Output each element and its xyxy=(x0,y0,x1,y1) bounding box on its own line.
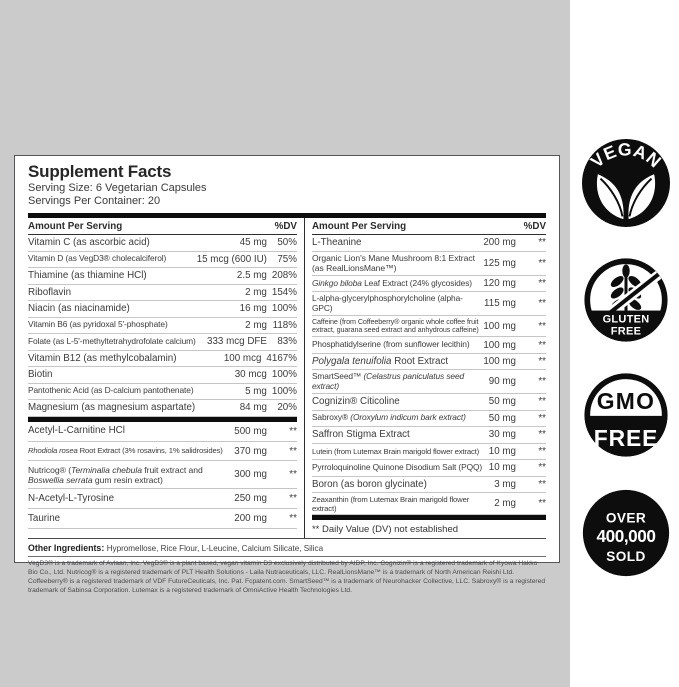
ingredient-dv: ** xyxy=(538,462,546,474)
ingredient-name: Folate (as L-5'-methyltetrahydrofolate calcium) xyxy=(28,335,196,346)
serving-size: Serving Size: 6 Vegetarian Capsules xyxy=(28,181,207,194)
ingredient-amount: 10 mg xyxy=(488,462,516,474)
ingredient-dv: 154% xyxy=(271,286,297,298)
table-row xyxy=(28,422,297,442)
ingredient-amount: 2 mg xyxy=(245,319,267,331)
ingredient-amount: 100 mg xyxy=(483,356,516,367)
ingredient-dv: ** xyxy=(538,429,546,441)
ingredient-amount: 115 mg xyxy=(484,298,516,310)
ingredient-dv: 118% xyxy=(272,319,297,331)
table-row xyxy=(312,394,546,411)
ingredient-amount: 3 mg xyxy=(494,478,516,490)
gluten-free-icon xyxy=(582,256,670,344)
table-row xyxy=(28,235,297,252)
table-row xyxy=(28,318,297,335)
ingredient-name: Riboflavin xyxy=(28,286,72,298)
ingredient-amount: 2.5 mg xyxy=(236,270,267,282)
ingredient-name: Organic Lion's Mane Mushroom 8:1 Extract (as RealLionsMane™) xyxy=(311,253,475,274)
ingredient-amount: 500 mg xyxy=(234,425,267,437)
dv-header: %DV xyxy=(523,221,546,233)
ingredient-amount: 2 mg xyxy=(245,286,267,298)
trademark-fine-print: VegD3® is a trademark of Avlaan, Inc. VegD3® is a plant based, vegan vitamin D3 exclusively distributed by AIDP, Inc. Cognizin® is a registered trademark of Kyowa Hakko Bio Co., Ltd. Nutricog® is a registered trademark of PLT Health Solutions - Laila Nutraceuticals, LLC. RealLionsMane™ is a trademark of North American Reishi Ltd. Coffeeberry® is a registered trademark of VDF FutureCeuticals, Inc. Pat. Fcpatent.com. SmartSeed™ is a trademark of Neurohacker Collective, LLC. Sabroxy® is a registered trademark of Sabinsa Corporation. Lutemax is a registered trademark of OmniActive Health Technologies Ltd. xyxy=(28,560,546,594)
table-row xyxy=(28,301,297,318)
left-rows xyxy=(28,235,297,417)
ingredient-amount: 370 mg xyxy=(234,445,267,457)
ingredient-columns xyxy=(28,218,546,539)
ingredient-amount: 90 mg xyxy=(488,376,516,388)
ingredient-dv: ** xyxy=(289,425,297,437)
sold-line1: OVER xyxy=(605,510,647,526)
gluten-free-badge xyxy=(582,256,670,344)
ingredient-dv: 100% xyxy=(271,385,297,397)
table-row xyxy=(312,444,546,461)
ingredient-dv: ** xyxy=(289,469,297,481)
ingredient-dv: 83% xyxy=(277,336,297,348)
ingredient-name: Taurine xyxy=(28,512,61,524)
sold-line3: SOLD xyxy=(606,549,646,565)
ingredient-name: N-Acetyl-L-Tyrosine xyxy=(28,492,115,504)
table-row xyxy=(312,337,546,354)
ingredient-amount: 300 mg xyxy=(234,469,267,481)
ingredient-dv: 208% xyxy=(271,270,297,282)
ingredient-amount: 333 mcg DFE xyxy=(207,336,267,348)
ingredient-dv: ** xyxy=(538,320,546,332)
ingredient-dv: 20% xyxy=(277,402,297,414)
table-row xyxy=(28,351,297,368)
table-row xyxy=(28,461,297,489)
table-row xyxy=(28,252,297,269)
ingredient-amount: 15 mcg (600 IU) xyxy=(196,253,267,265)
ingredient-name: Rhodiola rosea Root Extract (3% rosavins, 1% salidrosides) xyxy=(28,446,223,456)
amount-per-serving-header: Amount Per Serving xyxy=(311,221,407,233)
ingredient-dv: ** xyxy=(538,376,546,388)
ingredient-dv: ** xyxy=(538,298,546,310)
gluten-free-line2: FREE xyxy=(610,325,642,338)
ingredient-amount: 84 mg xyxy=(239,402,267,414)
ingredient-amount: 5 mg xyxy=(245,385,267,397)
gmo-free-line2: FREE xyxy=(593,424,659,451)
table-row xyxy=(28,367,297,384)
table-row xyxy=(28,285,297,302)
ingredient-dv: 75% xyxy=(277,253,297,265)
supplement-facts-title: Supplement Facts xyxy=(28,162,172,181)
table-row xyxy=(28,268,297,285)
ingredient-amount: 30 mcg xyxy=(234,369,267,381)
right-column-header xyxy=(312,218,546,235)
left-extra-rows xyxy=(28,422,297,529)
ingredient-amount: 50 mg xyxy=(488,396,516,408)
ingredient-amount: 2 mg xyxy=(494,498,516,510)
table-row xyxy=(312,411,546,428)
ingredient-dv: ** xyxy=(538,478,546,490)
amount-per-serving-header: Amount Per Serving xyxy=(28,221,123,233)
ingredient-dv: ** xyxy=(538,445,546,457)
ingredient-dv: ** xyxy=(538,257,546,269)
sold-badge-icon xyxy=(582,489,670,577)
left-column-header xyxy=(28,218,297,235)
table-row xyxy=(312,235,546,252)
left-column xyxy=(28,218,304,538)
ingredient-name: Vitamin D (as VegD3® cholecalciferol) xyxy=(28,253,167,264)
table-row xyxy=(28,442,297,462)
ingredient-name: Niacin (as niacinamide) xyxy=(28,303,130,315)
table-row xyxy=(312,316,546,337)
ingredient-dv: 100% xyxy=(271,369,297,381)
gmo-free-icon xyxy=(582,371,670,459)
right-rows xyxy=(312,235,546,515)
over-400000-sold-badge xyxy=(582,489,670,577)
ingredient-amount: 16 mg xyxy=(239,303,267,315)
ingredient-name: Phosphatidylserine (from sunflower lecithin) xyxy=(311,339,470,350)
ingredient-amount: 200 mg xyxy=(483,237,516,249)
badge-strip xyxy=(570,0,679,687)
ingredient-dv: ** xyxy=(289,445,297,457)
gmo-free-line1: GMO xyxy=(596,387,656,414)
ingredient-dv: ** xyxy=(289,512,297,524)
ingredient-dv: ** xyxy=(538,356,546,367)
table-row xyxy=(312,427,546,444)
ingredient-name: Ginkgo biloba Leaf Extract (24% glycosides) xyxy=(311,277,472,288)
ingredient-name: Caffeine (from Coffeeberry® organic whole coffee fruit extract, guarana seed extract and anhydrous caffeine) xyxy=(311,316,479,335)
ingredient-amount: 45 mg xyxy=(239,237,267,249)
ingredient-name: Boron (as boron glycinate) xyxy=(311,478,427,490)
ingredient-amount: 120 mg xyxy=(483,278,516,290)
dv-header: %DV xyxy=(274,221,297,233)
gluten-free-line1: GLUTEN xyxy=(602,313,650,326)
ingredient-dv: ** xyxy=(538,396,546,408)
ingredient-name: Acetyl-L-Carnitine HCl xyxy=(28,425,125,437)
ingredient-amount: 10 mg xyxy=(488,445,516,457)
ingredient-name: Nutricog® (Terminalia chebula fruit extract and Boswellia serrata gum resin extract) xyxy=(28,464,203,485)
ingredient-name: Vitamin C (as ascorbic acid) xyxy=(28,237,150,249)
ingredient-dv: ** xyxy=(538,412,546,424)
right-column xyxy=(304,218,546,538)
ingredient-name: Thiamine (as thiamine HCl) xyxy=(28,270,147,282)
ingredient-dv: ** xyxy=(538,498,546,510)
table-row xyxy=(312,493,546,515)
table-row xyxy=(28,334,297,351)
ingredient-amount: 50 mg xyxy=(488,412,516,424)
ingredient-dv: 50% xyxy=(277,237,297,249)
table-row xyxy=(28,400,297,417)
supplement-facts-panel xyxy=(14,155,560,594)
ingredient-name: L-alpha-glycerylphosphorylcholine (alpha-GPC) xyxy=(311,292,463,313)
ingredient-amount: 100 mg xyxy=(483,320,516,332)
daily-value-footnote: ** Daily Value (DV) not established xyxy=(311,524,459,536)
servings-per-container: Servings Per Container: 20 xyxy=(28,195,161,208)
ingredient-dv: ** xyxy=(538,278,546,290)
table-row xyxy=(28,509,297,529)
other-ingredients xyxy=(28,539,546,557)
ingredient-amount: 100 mg xyxy=(483,339,516,351)
table-row xyxy=(312,276,546,293)
sold-line2: 400,000 xyxy=(596,525,656,546)
ingredient-name: Magnesium (as magnesium aspartate) xyxy=(28,402,196,414)
table-row xyxy=(28,384,297,401)
ingredient-name: Pyrroloquinoline Quinone Disodium Salt (PQQ) xyxy=(311,461,483,472)
ingredient-dv: 4167% xyxy=(266,352,297,364)
ingredient-name: Vitamin B12 (as methylcobalamin) xyxy=(28,352,177,364)
ingredient-name: SmartSeed™ (Celastrus paniculatus seed extract) xyxy=(311,370,465,391)
table-row xyxy=(312,354,546,371)
ingredient-name: Zeaxanthin (from Lutemax Brain marigold flower extract) xyxy=(311,494,470,513)
ingredient-name: Cognizin® Citicoline xyxy=(311,396,400,408)
ingredient-amount: 30 mg xyxy=(488,429,516,441)
ingredient-amount: 100 mcg xyxy=(223,352,262,364)
ingredient-dv: ** xyxy=(538,237,546,249)
table-row xyxy=(312,477,546,494)
table-row xyxy=(28,489,297,509)
vegan-badge xyxy=(582,139,670,227)
ingredient-dv: ** xyxy=(538,339,546,351)
ingredient-name: Sabroxy® (Oroxylum indicum bark extract) xyxy=(311,412,466,423)
vegan-icon xyxy=(582,139,670,227)
table-row xyxy=(312,252,546,276)
ingredient-name: Biotin xyxy=(28,369,53,381)
gmo-free-badge xyxy=(582,371,670,459)
ingredient-amount: 200 mg xyxy=(234,512,267,524)
table-row xyxy=(312,460,546,477)
table-row xyxy=(312,292,546,316)
vegan-label: VEGAN xyxy=(586,139,666,172)
ingredient-dv: ** xyxy=(289,493,297,505)
other-ingredients-list: Hypromellose, Rice Flour, L-Leucine, Calcium Silicate, Silica xyxy=(106,544,324,554)
table-row xyxy=(312,370,546,394)
ingredient-name: L-Theanine xyxy=(311,237,362,249)
ingredient-amount: 250 mg xyxy=(234,493,267,505)
ingredient-name: Polygala tenuifolia Root Extract xyxy=(311,355,449,367)
ingredient-name: Saffron Stigma Extract xyxy=(311,429,410,441)
other-ingredients-label: Other Ingredients: xyxy=(28,543,105,554)
ingredient-name: Lutein (from Lutemax Brain marigold flower extract) xyxy=(311,446,480,456)
ingredient-dv: 100% xyxy=(271,303,297,315)
ingredient-name: Vitamin B6 (as pyridoxal 5'-phosphate) xyxy=(28,319,168,330)
ingredient-name: Pantothenic Acid (as D-calcium pantothenate) xyxy=(28,385,194,396)
ingredient-amount: 125 mg xyxy=(483,257,516,269)
